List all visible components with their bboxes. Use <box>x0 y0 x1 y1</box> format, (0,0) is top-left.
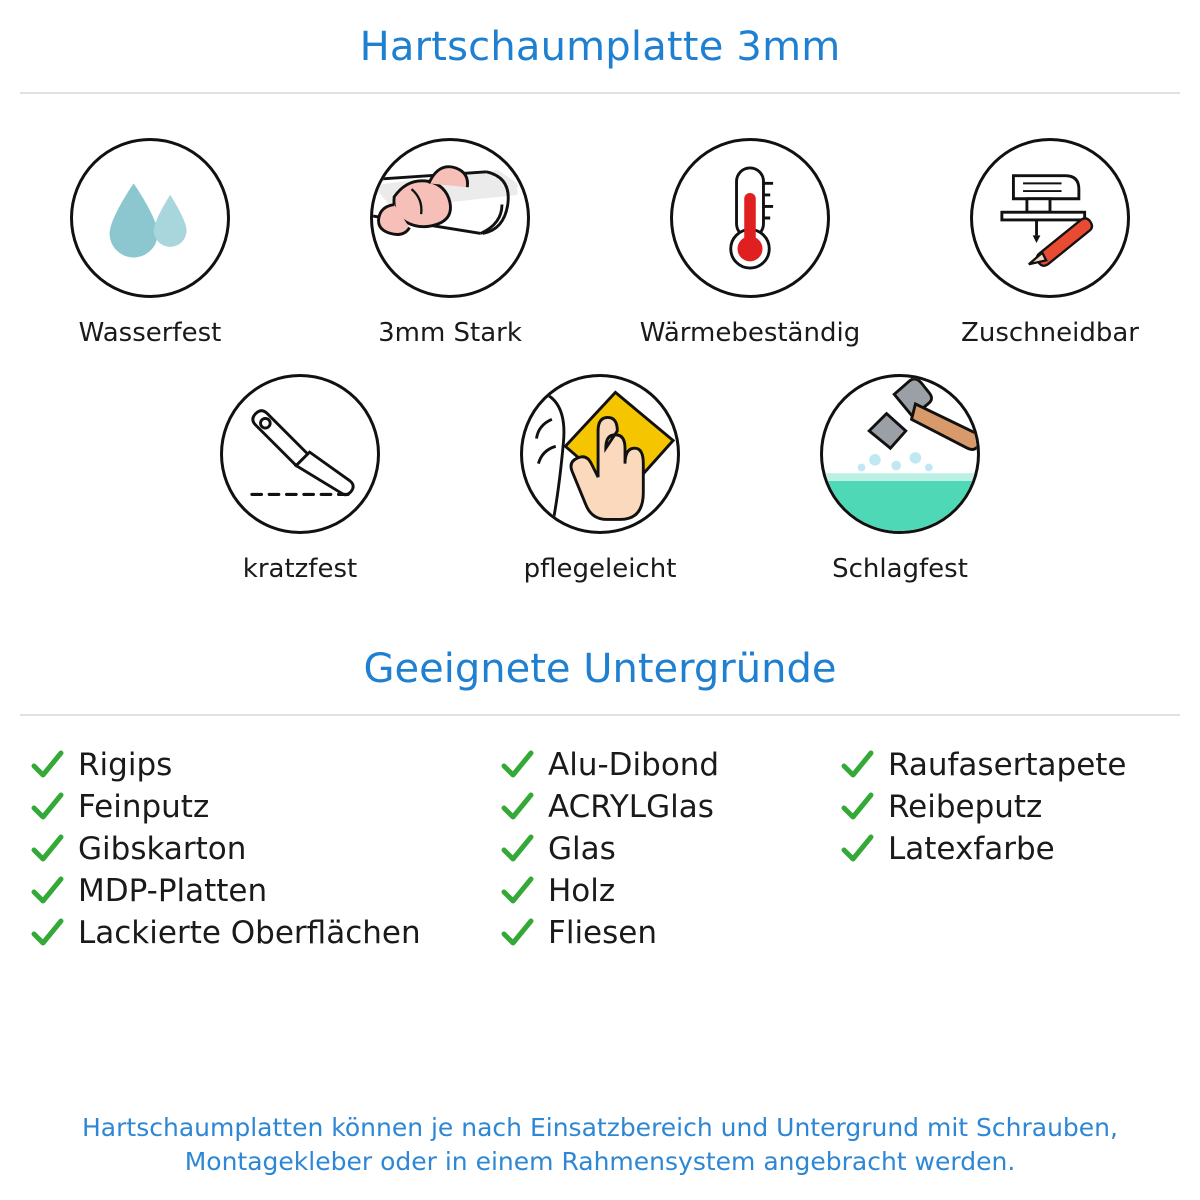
feature-label: kratzfest <box>242 554 358 584</box>
list-item <box>840 828 1190 870</box>
jigsaw-cutter-icon <box>970 138 1130 298</box>
feature-label: Wärmebeständig <box>639 318 861 348</box>
feature-schlagfest <box>750 374 1050 584</box>
list-item <box>500 912 840 954</box>
thermometer-icon <box>670 138 830 298</box>
list-item <box>500 744 840 786</box>
list-item-label: MDP-Platten <box>78 873 268 909</box>
list-item-label: Lackierte Oberflächen <box>78 915 421 951</box>
check-icon <box>30 916 64 950</box>
feature-row-1 <box>0 138 1200 348</box>
list-item <box>840 744 1190 786</box>
list-item-label: Raufasertapete <box>888 747 1127 783</box>
list-item <box>30 870 500 912</box>
hand-cleaning-cloth-icon <box>520 374 680 534</box>
list-item-label: Reibeputz <box>888 789 1043 825</box>
list-item <box>500 870 840 912</box>
feature-kratzfest <box>150 374 450 584</box>
substrates-title: Geeignete Untergründe <box>363 646 837 692</box>
check-icon <box>840 790 874 824</box>
substrate-column-2 <box>500 744 840 954</box>
list-item-label: Feinputz <box>78 789 210 825</box>
knife-scratch-icon <box>220 374 380 534</box>
feature-wasserfest <box>0 138 300 348</box>
feature-label: Zuschneidbar <box>961 318 1139 348</box>
list-item <box>500 786 840 828</box>
check-icon <box>30 748 64 782</box>
page-title: Hartschaumplatte 3mm <box>359 24 841 70</box>
hammer-impact-icon <box>820 374 980 534</box>
water-drops-icon <box>70 138 230 298</box>
check-icon <box>500 790 534 824</box>
feature-grid <box>0 138 1200 584</box>
footnote-text: Hartschaumplatten können je nach Einsatzbereich und Untergrund mit Schrauben, Montagekleber oder in einem Rahmensystem angebracht werden. <box>82 1113 1118 1176</box>
check-icon <box>500 748 534 782</box>
check-icon <box>500 832 534 866</box>
list-item <box>30 744 500 786</box>
feature-row-2 <box>0 374 1200 584</box>
list-item <box>30 912 500 954</box>
list-item <box>500 828 840 870</box>
list-item-label: ACRYLGlas <box>548 789 714 825</box>
divider-top <box>20 92 1180 94</box>
list-item-label: Glas <box>548 831 616 867</box>
substrates-columns <box>0 744 1200 954</box>
check-icon <box>840 832 874 866</box>
substrate-column-1 <box>30 744 500 954</box>
list-item-label: Gibskarton <box>78 831 247 867</box>
list-item <box>30 786 500 828</box>
feature-waermebestaendig <box>600 138 900 348</box>
flexed-arm-icon <box>370 138 530 298</box>
divider-bottom <box>20 714 1180 716</box>
list-item-label: Holz <box>548 873 616 909</box>
check-icon <box>840 748 874 782</box>
feature-pflegeleicht <box>450 374 750 584</box>
feature-label: Wasserfest <box>78 318 222 348</box>
substrate-column-3 <box>840 744 1190 954</box>
feature-3mm-stark <box>300 138 600 348</box>
check-icon <box>30 790 64 824</box>
title-block <box>0 0 1200 94</box>
feature-label: 3mm Stark <box>378 318 522 348</box>
feature-label: Schlagfest <box>832 554 968 584</box>
check-icon <box>500 874 534 908</box>
check-icon <box>30 874 64 908</box>
list-item-label: Rigips <box>78 747 173 783</box>
list-item-label: Fliesen <box>548 915 657 951</box>
check-icon <box>500 916 534 950</box>
list-item <box>30 828 500 870</box>
list-item-label: Latexfarbe <box>888 831 1055 867</box>
feature-label: pflegeleicht <box>523 554 677 584</box>
list-item <box>840 786 1190 828</box>
check-icon <box>30 832 64 866</box>
feature-zuschneidbar <box>900 138 1200 348</box>
list-item-label: Alu-Dibond <box>548 747 720 783</box>
